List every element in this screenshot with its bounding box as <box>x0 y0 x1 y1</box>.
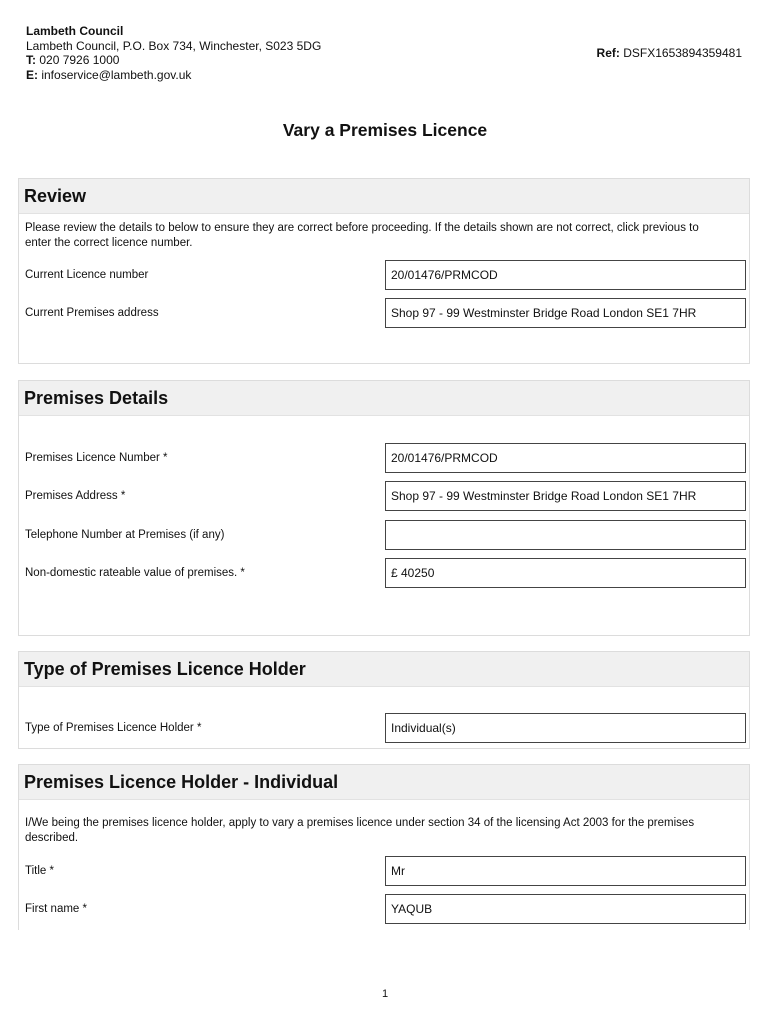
field-label: First name * <box>25 903 87 915</box>
field-label: Telephone Number at Premises (if any) <box>25 529 225 541</box>
field-row-first-name <box>19 894 749 924</box>
section-premises-details <box>18 380 750 636</box>
current-licence-number-field[interactable]: 20/01476/PRMCOD <box>385 260 746 290</box>
section-review-heading: Review <box>19 179 749 214</box>
ref-value: DSFX1653894359481 <box>623 46 742 60</box>
holder-type-field[interactable]: Individual(s) <box>385 713 746 743</box>
rateable-value-field[interactable]: £ 40250 <box>385 558 746 588</box>
ref-label: Ref: <box>596 46 620 60</box>
reference <box>597 46 742 60</box>
section-review <box>18 178 750 364</box>
section-holder-type-heading: Type of Premises Licence Holder <box>19 652 749 687</box>
section-holder-individual <box>18 764 750 930</box>
phone-label: T: <box>26 53 36 67</box>
section-holder-individual-heading: Premises Licence Holder - Individual <box>19 765 749 800</box>
org-email: infoservice@lambeth.gov.uk <box>41 67 192 82</box>
holder-individual-intro: I/We being the premises licence holder, apply to vary a premises licence under section 34 of the licensing Act 2003 for the premises described. <box>25 817 695 844</box>
field-row-premises-licence-number <box>19 443 749 473</box>
field-label: Current Premises address <box>25 307 159 319</box>
review-intro: Please review the details to below to ensure they are correct before proceeding. If the details shown are not correct, click previous to enter the correct licence number. <box>25 222 699 249</box>
section-premises-heading: Premises Details <box>19 381 749 416</box>
field-label: Title * <box>25 865 54 877</box>
field-row-current-licence-number <box>19 260 749 290</box>
field-row-title <box>19 856 749 886</box>
org-email-line <box>26 68 321 83</box>
current-premises-address-field[interactable]: Shop 97 - 99 Westminster Bridge Road London SE1 7HR <box>385 298 746 328</box>
premises-licence-number-field[interactable]: 20/01476/PRMCOD <box>385 443 746 473</box>
field-label: Non-domestic rateable value of premises. * <box>25 567 245 579</box>
letterhead <box>26 24 321 82</box>
field-label: Type of Premises Licence Holder * <box>25 722 202 734</box>
org-name: Lambeth Council <box>26 24 124 38</box>
page-title: Vary a Premises Licence <box>282 120 488 140</box>
page-number: 1 <box>381 988 389 1000</box>
org-phone-line <box>26 53 321 68</box>
email-label: E: <box>26 67 38 82</box>
section-holder-type <box>18 651 750 749</box>
org-address: Lambeth Council, P.O. Box 734, Winchester, S023 5DG <box>26 38 322 53</box>
first-name-field[interactable]: YAQUB <box>385 894 746 924</box>
org-phone: 020 7926 1000 <box>39 53 120 67</box>
field-label: Premises Licence Number * <box>25 452 168 464</box>
premises-address-field[interactable]: Shop 97 - 99 Westminster Bridge Road London SE1 7HR <box>385 481 746 511</box>
field-row-premises-address <box>19 481 749 511</box>
field-row-holder-type <box>19 713 749 743</box>
title-field[interactable]: Mr <box>385 856 746 886</box>
telephone-field[interactable] <box>385 520 746 550</box>
field-row-rateable-value <box>19 558 749 588</box>
field-row-telephone <box>19 520 749 550</box>
field-label: Premises Address * <box>25 490 126 502</box>
field-label: Current Licence number <box>25 269 149 281</box>
field-row-current-premises-address <box>19 298 749 328</box>
